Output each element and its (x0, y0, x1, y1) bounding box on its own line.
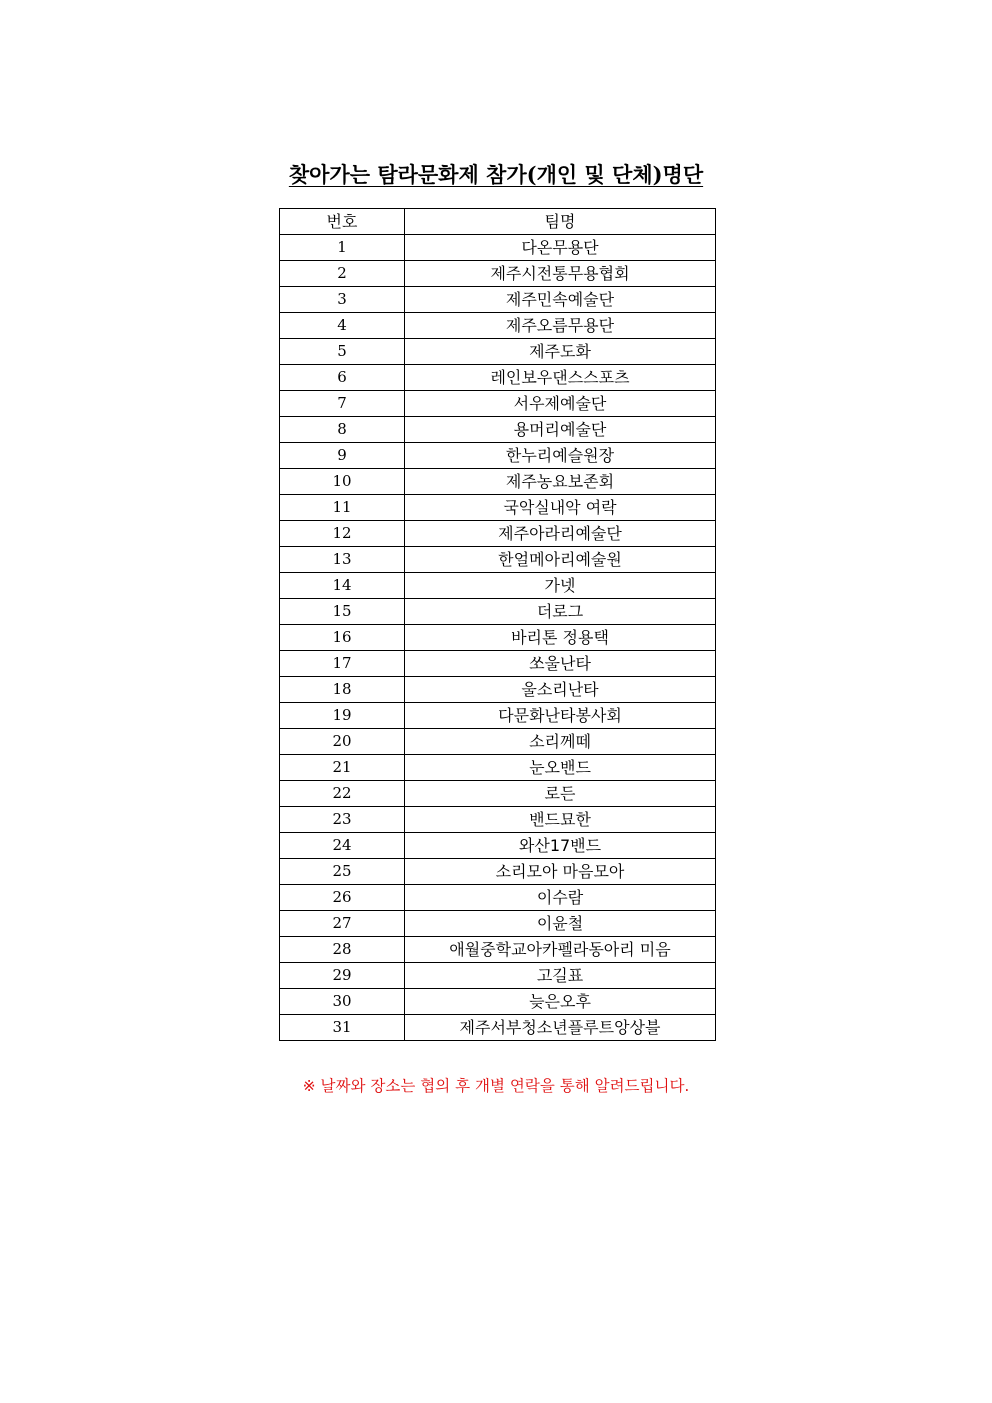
row-number-cell: 22 (280, 781, 405, 807)
table-row (280, 781, 716, 807)
table-row (280, 937, 716, 963)
row-number-cell: 19 (280, 703, 405, 729)
table-row (280, 235, 716, 261)
team-name-cell: 이윤철 (405, 911, 716, 937)
table-row (280, 651, 716, 677)
team-name-cell: 제주민속예술단 (405, 287, 716, 313)
table-row (280, 547, 716, 573)
team-name-cell: 와산17밴드 (405, 833, 716, 859)
table-row (280, 703, 716, 729)
row-number-cell: 25 (280, 859, 405, 885)
row-number-cell: 16 (280, 625, 405, 651)
team-name-cell: 레인보우댄스스포츠 (405, 365, 716, 391)
team-name-cell: 로든 (405, 781, 716, 807)
team-name-cell: 한누리예슬원장 (405, 443, 716, 469)
table-row (280, 443, 716, 469)
team-name-cell: 서우제예술단 (405, 391, 716, 417)
row-number-cell: 23 (280, 807, 405, 833)
column-header-number: 번호 (280, 209, 405, 235)
team-name-cell: 애월중학교아카펠라동아리 미음 (405, 937, 716, 963)
team-name-cell: 가넷 (405, 573, 716, 599)
team-name-cell: 국악실내악 여락 (405, 495, 716, 521)
table-row (280, 339, 716, 365)
table-row (280, 625, 716, 651)
team-name-cell: 용머리예술단 (405, 417, 716, 443)
table-row (280, 313, 716, 339)
table-row (280, 599, 716, 625)
table-row (280, 885, 716, 911)
table-row (280, 365, 716, 391)
team-name-cell: 소리모아 마음모아 (405, 859, 716, 885)
row-number-cell: 5 (280, 339, 405, 365)
row-number-cell: 4 (280, 313, 405, 339)
table-row (280, 417, 716, 443)
row-number-cell: 27 (280, 911, 405, 937)
table-row (280, 859, 716, 885)
row-number-cell: 11 (280, 495, 405, 521)
table-row (280, 833, 716, 859)
row-number-cell: 28 (280, 937, 405, 963)
table-row (280, 495, 716, 521)
table-row (280, 729, 716, 755)
table-row (280, 989, 716, 1015)
table-row (280, 911, 716, 937)
team-name-cell: 제주서부청소년플루트앙상블 (405, 1015, 716, 1041)
row-number-cell: 14 (280, 573, 405, 599)
row-number-cell: 2 (280, 261, 405, 287)
team-name-cell: 쏘울난타 (405, 651, 716, 677)
row-number-cell: 30 (280, 989, 405, 1015)
team-name-cell: 더로그 (405, 599, 716, 625)
team-name-cell: 고길표 (405, 963, 716, 989)
row-number-cell: 6 (280, 365, 405, 391)
column-header-team: 팀명 (405, 209, 716, 235)
team-name-cell: 울소리난타 (405, 677, 716, 703)
team-name-cell: 다문화난타봉사회 (405, 703, 716, 729)
participant-table (279, 208, 716, 1041)
row-number-cell: 18 (280, 677, 405, 703)
row-number-cell: 3 (280, 287, 405, 313)
row-number-cell: 20 (280, 729, 405, 755)
row-number-cell: 7 (280, 391, 405, 417)
team-name-cell: 바리톤 정용택 (405, 625, 716, 651)
table-row (280, 963, 716, 989)
table-row (280, 1015, 716, 1041)
row-number-cell: 13 (280, 547, 405, 573)
page-title-text: 찾아가는 탐라문화제 참가(개인 및 단체)명단 (288, 162, 704, 187)
team-name-cell: 한얼메아리예술원 (405, 547, 716, 573)
team-name-cell: 제주농요보존회 (405, 469, 716, 495)
table-header-row (280, 209, 716, 235)
row-number-cell: 17 (280, 651, 405, 677)
team-name-cell: 다온무용단 (405, 235, 716, 261)
team-name-cell: 이수람 (405, 885, 716, 911)
table-row (280, 755, 716, 781)
row-number-cell: 29 (280, 963, 405, 989)
row-number-cell: 1 (280, 235, 405, 261)
team-name-cell: 눈오밴드 (405, 755, 716, 781)
table-body (280, 235, 716, 1041)
table-row (280, 573, 716, 599)
row-number-cell: 9 (280, 443, 405, 469)
table-row (280, 807, 716, 833)
team-name-cell: 제주도화 (405, 339, 716, 365)
team-name-cell: 늦은오후 (405, 989, 716, 1015)
table-row (280, 287, 716, 313)
row-number-cell: 15 (280, 599, 405, 625)
table-row (280, 261, 716, 287)
table-row (280, 677, 716, 703)
row-number-cell: 12 (280, 521, 405, 547)
row-number-cell: 31 (280, 1015, 405, 1041)
team-name-cell: 소리께떼 (405, 729, 716, 755)
team-name-cell: 밴드묘한 (405, 807, 716, 833)
row-number-cell: 26 (280, 885, 405, 911)
row-number-cell: 10 (280, 469, 405, 495)
table-row (280, 391, 716, 417)
row-number-cell: 24 (280, 833, 405, 859)
team-name-cell: 제주아라리예술단 (405, 521, 716, 547)
table-row (280, 521, 716, 547)
row-number-cell: 21 (280, 755, 405, 781)
table-row (280, 469, 716, 495)
team-name-cell: 제주시전통무용협회 (405, 261, 716, 287)
team-name-cell: 제주오름무용단 (405, 313, 716, 339)
notice-text: ※ 날짜와 장소는 협의 후 개별 연락을 통해 알려드립니다. (302, 1077, 690, 1095)
row-number-cell: 8 (280, 417, 405, 443)
page-title (0, 160, 992, 190)
